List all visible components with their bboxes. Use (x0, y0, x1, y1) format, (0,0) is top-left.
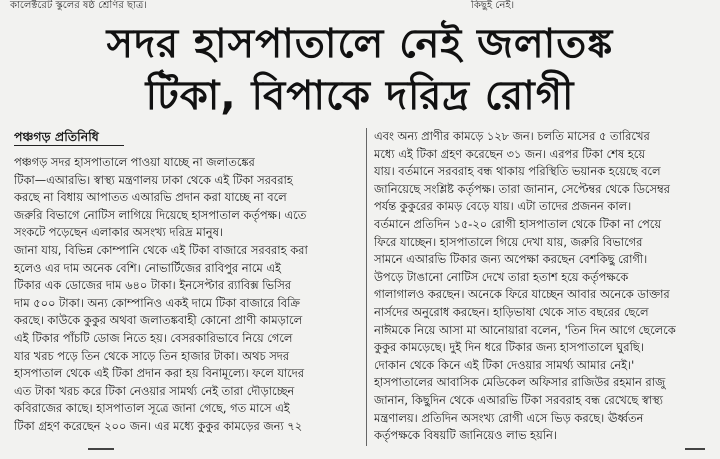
byline-underline (14, 145, 124, 146)
article-line: যায়। বর্তমানে সরবরাহ বন্ধ থাকায় পরিস্থিতি ভয়ানক হয়েছে বলে (374, 164, 661, 179)
article-line: হাসপাতাল থেকে এই টিকা প্রদান করা হয় বিনামূল্যে। ফলে যাদের (14, 366, 305, 381)
article-line: নাঈমকে নিয়ে আসা মা আনোয়ারা বলেন, 'তিন দিন আগে ছেলেকে (374, 322, 676, 337)
article-line: কর্তৃপক্ষকে বিষয়টি জানিয়েও লাভ হয়নি। (374, 428, 557, 443)
previous-article-tail: কালেক্টরেট স্কুলের ষষ্ঠ শ্রেণির ছাত্র। (10, 0, 147, 11)
top-strip (0, 0, 720, 14)
article-line: জানিয়েছে সংশ্লিষ্ট কর্তৃপক্ষ। তারা জানান, সেপ্টেম্বর থেকে ডিসেম্বর (374, 181, 670, 196)
article-line: যার খরচ পড়ে তিন থেকে সাড়ে তিন হাজার টাকা। অথচ সদর (14, 348, 290, 363)
headline-line-1: সদর হাসপাতালে নেই জলাতঙ্ক (106, 21, 614, 67)
article-line: এত টাকা খরচ করে টিকা নেওয়ার সামর্থ্য নেই তারা দৌড়াচ্ছেন (14, 383, 295, 398)
article-line: সামনে এআরভি টিকার জন্য অপেক্ষা করছেন বেশকিছু রোগী। (374, 252, 648, 267)
article-line: মন্ত্রণালয়। প্রতিদিন অসংখ্য রোগী এসে ভিড় করছে। ঊর্ধ্বতন (374, 410, 644, 425)
article-line: দাম ৫০০ টাকা। অন্য কোম্পানিও একই দামে টিকা বাজারে বিক্রি (14, 295, 300, 310)
article-line: গালাগালও করছেন। অনেকে ফিরে যাচ্ছেন আবার অনেকে ডাক্তার (374, 287, 670, 302)
headline-line-2: টিকা, বিপাকে দরিদ্র রোগী (145, 73, 575, 119)
article-line: হলেও এর দাম অনেক বেশি। নোভার্টিজের রাবিপুর নামে এই (14, 260, 281, 275)
article-line: ফিরে যাচ্ছেন। হাসপাতালে গিয়ে দেখা যায়, জরুরি বিভাগের (374, 234, 643, 249)
column-divider (366, 128, 367, 446)
article-line: জরুরি বিভাগে নোটিস লাগিয়ে দিয়েছে হাসপাতাল কর্তৃপক্ষ। এতে (14, 207, 307, 222)
article-line: টিকার এক ডোজের দাম ৬৪০ টাকা। ইনসেপ্টার র‍্যাবিক্স ভিসির (14, 278, 292, 293)
headline (0, 18, 720, 122)
article-line: করছে না বিধায় আপাতত এআরভি প্রদান করা যাচ্ছে না বলে (14, 190, 287, 205)
article-line: টিকা গ্রহণ করেছেন ২০০ জন। এর মধ্যে কুকুর কামড়ের জন্য ৭২ (14, 418, 303, 433)
article-line: বর্তমানে প্রতিদিন ১৫-২০ রোগী হাসপাতাল থেকে টিকা না পেয়ে (374, 216, 662, 231)
article-line: দোকান থেকে কিনে এই টিকা দেওয়ার সামর্থ্য আমার নেই।' (374, 357, 635, 372)
article-line: কবিরাজের কাছে। হাসপাতাল সূত্রে জানা গেছে, গত মাসে এই (14, 401, 290, 416)
article-line: টিকা—এআরভি। স্বাস্থ্য মন্ত্রণালয় ঢাকা থেকে এই টিকা সরবরাহ (14, 172, 293, 187)
byline: পঞ্চগড় প্রতিনিধি (14, 129, 99, 144)
article-line: জানান, কিছুদিন থেকে এআরভি টিকা সরবরাহ বন্ধ রেখেছে স্বাস্থ্য (374, 392, 663, 407)
article-line: নার্সদের অনুরোধ করছেন। হাড়িভাষা থেকে সাত বছরের ছেলে (374, 304, 649, 319)
article-line: এবং অন্য প্রাণীর কামড়ে ১২৮ জন। চলতি মাসের ৫ তারিখের (374, 129, 650, 143)
article-column-left (14, 154, 361, 436)
article-line: সংকটে পড়েছেন এলাকার অসংখ্য দরিদ্র মানুষ। (14, 225, 223, 240)
bottom-rule-right (685, 448, 705, 450)
article-line: জানা যায়, বিভিন্ন কোম্পানি থেকে এই টিকা বাজারে সরবরাহ করা (14, 242, 308, 257)
article-line: এই টিকার পাঁচটি ডোজ নিতে হয়। বেসরকারিভাবে নিয়ে গেলে (14, 330, 293, 345)
article-line: পঞ্চগড় সদর হাসপাতালে পাওয়া যাচ্ছে না জলাতঙ্কের (14, 155, 255, 169)
article-line: মধ্যে এই টিকা গ্রহণ করেছেন ৩১ জন। এরপর টিকা শেষ হয়ে (374, 146, 646, 161)
article-line: হাসপাতালের আবাসিক মেডিকেল অফিসার রাজিউর রহমান রাজু (374, 375, 666, 390)
article-line: করছে। কাউকে কুকুর অথবা জলাতঙ্কবাহী কোনো প্রাণী কামড়ালে (14, 313, 303, 328)
bottom-strip (0, 446, 720, 459)
adjacent-article-tail: কিছুই নেই। (471, 0, 515, 11)
article-line: পর্যন্ত কুকুরের কামড় বেড়ে যায়। এটা তাদের প্রজনন কাল। (374, 199, 632, 214)
article-column-right (374, 128, 706, 445)
article-line: কুকুর কামড়েছে। দুই দিন ধরে টিকার জন্য হাসপাতালে ঘুরছি। (374, 340, 644, 355)
article-line: উপড়ে টাঙানো নোটিস দেখে তারা হতাশ হয়ে কর্তৃপক্ষকে (374, 269, 629, 284)
bottom-rule-left (88, 448, 114, 450)
